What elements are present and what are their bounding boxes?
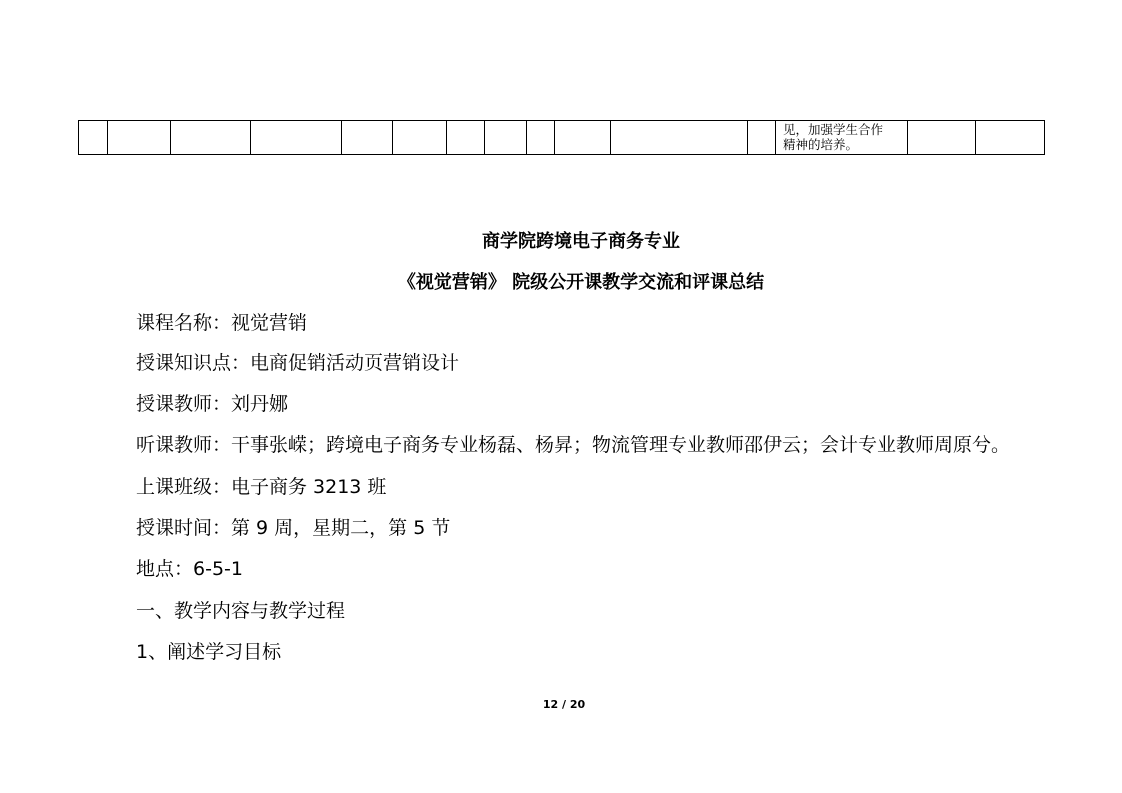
- table-cell: [976, 121, 1045, 155]
- comment-line-2: 精神的培养。: [783, 137, 859, 152]
- course-name-line: 课程名称：视觉营销: [136, 312, 308, 334]
- table-cell: [485, 121, 527, 155]
- table-cell-comment: [776, 121, 908, 155]
- document-title: 商学院跨境电子商务专业: [482, 231, 680, 252]
- table-cell: [342, 121, 393, 155]
- observers-line: 听课教师：干事张嵘；跨境电子商务专业杨磊、杨昇；物流管理专业教师邵伊云；会计专业教师周原兮。: [136, 434, 1011, 456]
- table-cell: [393, 121, 447, 155]
- table-cell: [251, 121, 342, 155]
- table-cell: [527, 121, 555, 155]
- document-subtitle: 《视觉营销》 院级公开课教学交流和评课总结: [397, 272, 765, 293]
- table-row: [79, 121, 1045, 155]
- class-line: 上课班级：电子商务 3213 班: [136, 476, 387, 498]
- teacher-line: 授课教师：刘丹娜: [136, 393, 289, 415]
- table-cell: [447, 121, 485, 155]
- location-line: 地点：6-5-1: [136, 558, 243, 580]
- evaluation-table-fragment: [78, 120, 1045, 155]
- table-cell: [611, 121, 748, 155]
- table-cell: [908, 121, 976, 155]
- subsection-heading-1: 1、阐述学习目标: [136, 641, 282, 663]
- table-cell: [555, 121, 611, 155]
- table-cell: [108, 121, 171, 155]
- section-heading-1: 一、教学内容与教学过程: [136, 600, 346, 622]
- page-number: 12 / 20: [542, 698, 586, 711]
- knowledge-point-line: 授课知识点：电商促销活动页营销设计: [136, 352, 460, 374]
- time-line: 授课时间：第 9 周，星期二，第 5 节: [136, 517, 451, 539]
- table-cell: [79, 121, 108, 155]
- comment-line-1: 见，加强学生合作: [783, 122, 884, 137]
- table-cell: [748, 121, 776, 155]
- table-cell: [171, 121, 251, 155]
